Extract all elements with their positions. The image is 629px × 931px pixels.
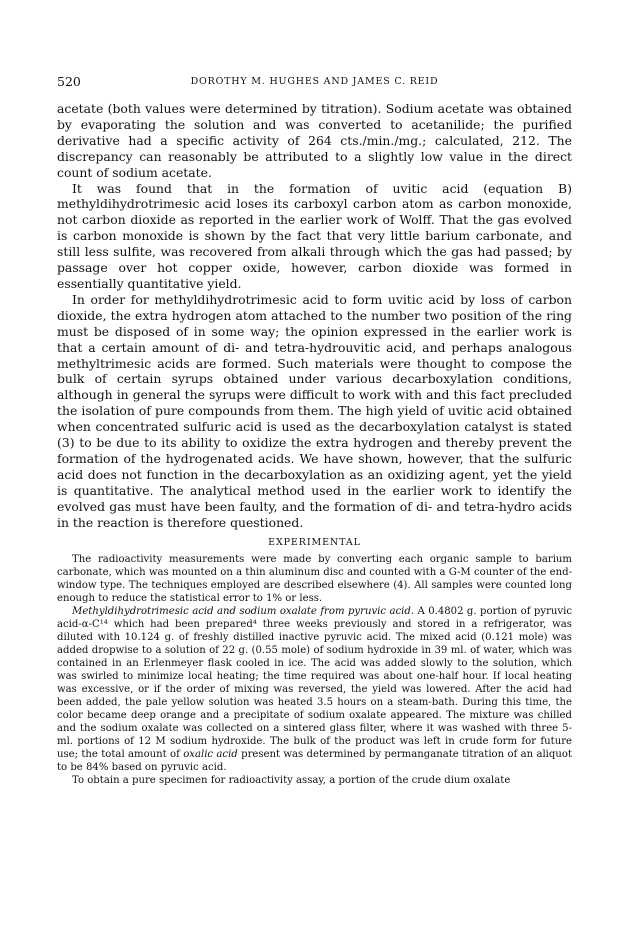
paragraph-1: acetate (both values were determined by titration). Sodium acetate was obtained by evaporating the solution and was converted to acetanilide; the purified derivative had a specific activity of 264 cts./min./mg.; calculated, 212. The discrepancy can reasonably be attributed to a slightly low value in the direct count of sodium acetate.	[57, 101, 572, 180]
page-header	[57, 74, 572, 94]
experimental-paragraph-3: To obtain a pure specimen for radioactivity assay, a portion of the crude dium oxalate	[72, 775, 511, 787]
experimental-paragraph-2	[57, 605, 572, 774]
experimental-paragraph-2-emphasis: oxalic acid	[183, 749, 238, 761]
experimental-paragraph-2-tail: present was determined by permanganate titration of an aliquot to be 84% based on pyruvic acid.	[57, 749, 573, 774]
page-number: 520	[57, 74, 81, 89]
paragraph-3: In order for methyldihydrotrimesic acid to form uvitic acid by loss of carbon dioxide, the extra hydrogen atom attached to the number two position of the ring must be disposed of in some way; the opinion expressed in the earlier work is that a certain amount of di- and tetra-hydrouvitic acid, and perhaps analogous methyltrimesic acids are formed. Such materials were thought to compose the bulk of certain syrups obtained under various decarboxylation conditions, although in general the syrups were difficult to work with and this fact precluded the isolation of pure compounds from them. The high yield of uvitic acid obtained when concentrated sulfuric acid is used as the decarboxylation catalyst is stated (3) to be due to its ability to oxidize the extra hydrogen and thereby prevent the formation of the hydrogenated acids. We have shown, however, that the sulfuric acid does not function in the decarboxylation as an oxidizing agent, yet the yield is quantitative. The analytical method used in the earlier work to identify the evolved gas must have been faulty, and the formation of di- and tetra-hydro acids in the reaction is therefore questioned.	[57, 291, 572, 530]
experimental-text	[57, 553, 572, 787]
body-text	[57, 101, 572, 530]
section-heading-experimental: EXPERIMENTAL	[268, 537, 361, 549]
paragraph-2: It was found that in the formation of uvitic acid (equation B) methyldihydrotrimesic acid loses its carboxyl carbon atom as carbon monoxide, not carbon dioxide as reported in the earlier work of Wolff. That the gas evolved is carbon monoxide is shown by the fact that very little barium carbonate, and still less sulfite, was recovered from alkali through which the gas had passed; by passage over hot copper oxide, however, carbon dioxide was formed in essentially quantitative yield.	[57, 180, 572, 291]
running-head: DOROTHY M. HUGHES AND JAMES C. REID	[190, 76, 439, 87]
experimental-subheading: Methyldihydrotrimesic acid and sodium oxalate from pyruvic acid.	[72, 606, 415, 618]
experimental-paragraph-2-text: A 0.4802 g. portion of pyruvic acid-α-C¹⁴ which had been prepared⁴ three weeks previously and stored in a refrigerator, was diluted with 10.124 g. of freshly distilled inactive pyruvic acid. The mixed acid (0.121 mole) was added dropwise to a solution of 22 g. (0.55 mole) of sodium hydroxide in 39 ml. of water, which was contained in an Erlenmeyer flask cooled in ice. The acid was added slowly to the solution, which was swirled to minimize local heating; the time required was about one-half hour. If local heating was excessive, or if the order of mixing was reversed, the yield was lowered. After the acid had been added, the pale yellow solution was heated 3.5 hours on a steam-bath. During this time, the color became deep orange and a precipitate of sodium oxalate appeared. The mixture was chilled and the sodium oxalate was collected on a sintered glass filter, where it was washed with three 5-ml. portions of 12 M sodium hydroxide. The bulk of the product was left in crude form for future use; the total amount of	[57, 606, 572, 761]
experimental-paragraph-1: The radioactivity measurements were made by converting each organic sample to barium carbonate, which was mounted on a thin aluminum disc and counted with a G-M counter of the end-window type. The techniques employed are described elsewhere (4). All samples were counted long enough to reduce the statistical error to 1% or less.	[57, 554, 572, 605]
